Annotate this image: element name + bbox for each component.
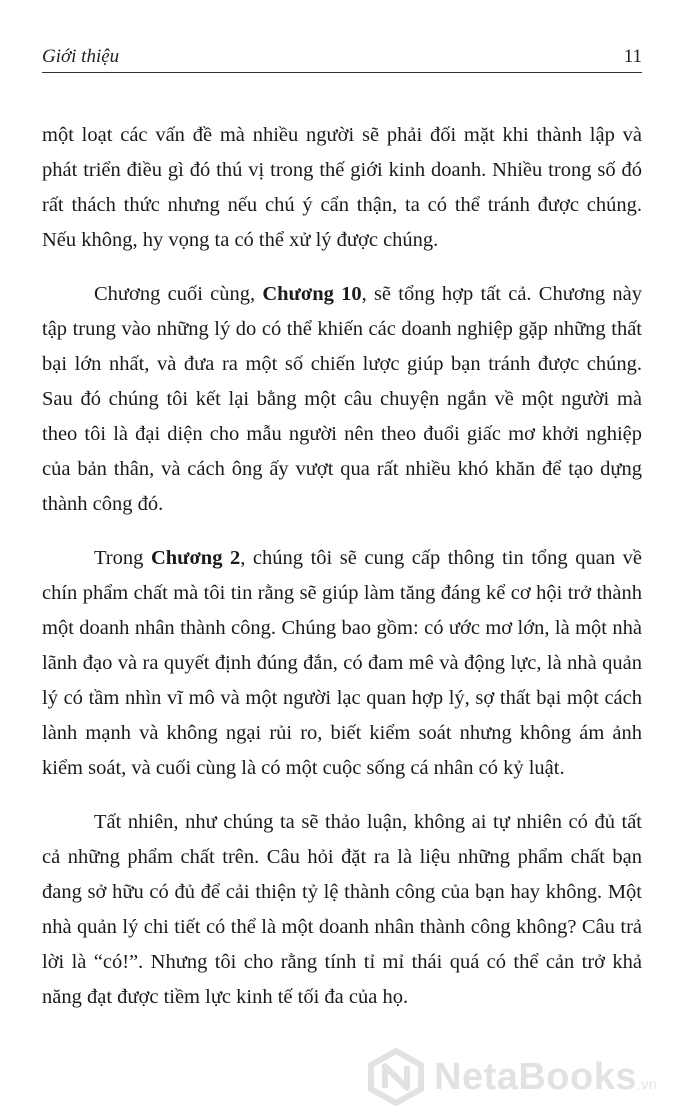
body-text xyxy=(42,118,642,1034)
watermark-suffix: .vn xyxy=(637,1076,658,1092)
paragraph xyxy=(42,541,642,786)
paragraph xyxy=(42,277,642,522)
text-run: , sẽ tổng hợp tất cả. Chương này tập trung vào những lý do có thể khiến các doanh nghiệp gặp những thất bại lớn nhất, và đưa ra một số chiến lược giúp bạn tránh được chúng. Sau đó chúng tôi kết lại bằng một câu chuyện ngắn về một người mà theo tôi là đại diện cho mẫu người nên theo đuổi giấc mơ khởi nghiệp của bản thân, và cách ông ấy vượt qua rất nhiều khó khăn để tạo dựng thành công đó. xyxy=(42,283,642,515)
paragraph xyxy=(42,118,642,258)
text-run: , chúng tôi sẽ cung cấp thông tin tổng quan về chín phẩm chất mà tôi tin rằng sẽ giúp làm tăng đáng kể cơ hội trở thành một doanh nhân thành công. Chúng bao gồm: có ước mơ lớn, là một nhà lãnh đạo và ra quyết định đúng đắn, có đam mê và động lực, là nhà quản lý có tầm nhìn vĩ mô và một người lạc quan hợp lý, sợ thất bại một cách lành mạnh và không ngại rủi ro, biết kiểm soát nhưng không ám ảnh kiểm soát, và cuối cùng là có một cuộc sống cá nhân có kỷ luật. xyxy=(42,547,642,779)
watermark-text xyxy=(434,1056,657,1099)
page-number: 11 xyxy=(623,46,642,67)
chapter-title: Giới thiệu xyxy=(42,46,120,67)
watermark-brand: NetaBooks xyxy=(434,1056,637,1098)
chapter-reference: Chương 10 xyxy=(262,283,362,305)
text-run: Tất nhiên, như chúng ta sẽ thảo luận, không ai tự nhiên có đủ tất cả những phẩm chất trên. Câu hỏi đặt ra là liệu những phẩm chất bạn đang sở hữu có đủ để cải thiện tỷ lệ thành công của bạn hay không. Một nhà quản lý chi tiết có thể là một doanh nhân thành công không? Câu trả lời là “có!”. Nhưng tôi cho rằng tính tỉ mỉ thái quá có thể cản trở khả năng đạt được tiềm lực kinh tế tối đa của họ. xyxy=(42,811,642,1008)
text-run: Chương cuối cùng, xyxy=(94,283,263,305)
text-run: Trong xyxy=(94,547,151,569)
text-run: một loạt các vấn đề mà nhiều người sẽ phải đối mặt khi thành lập và phát triển điều gì đó thú vị trong thế giới kinh doanh. Nhiều trong số đó rất thách thức nhưng nếu chú ý cẩn thận, ta có thể tránh được chúng. Nếu không, hy vọng ta có thể xử lý được chúng. xyxy=(42,124,642,251)
paragraph xyxy=(42,805,642,1015)
header-rule xyxy=(42,72,642,73)
chapter-reference: Chương 2 xyxy=(150,547,241,569)
watermark xyxy=(366,1048,686,1106)
netabooks-logo-icon xyxy=(366,1048,426,1106)
running-header xyxy=(42,44,642,74)
